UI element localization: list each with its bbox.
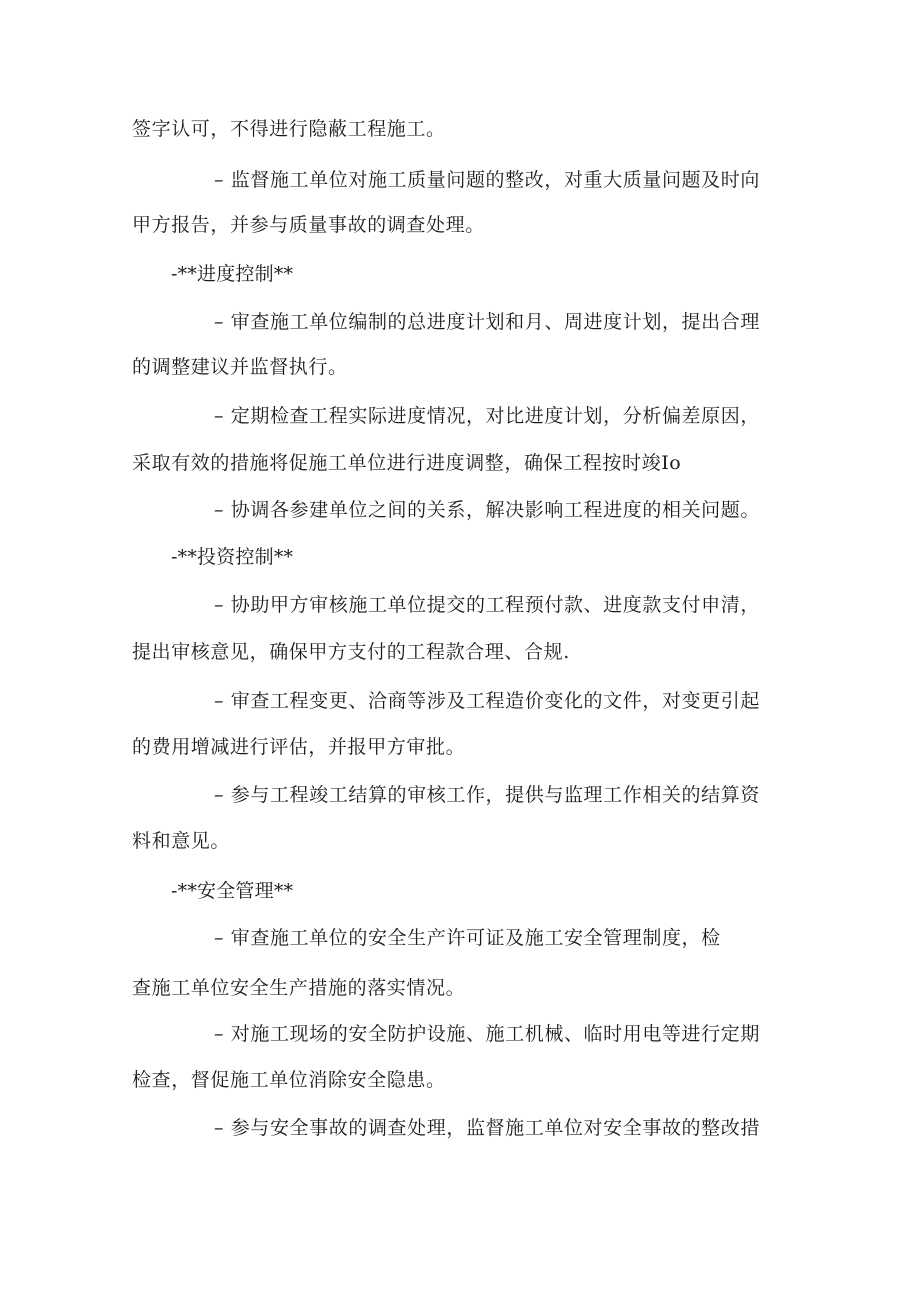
list-item-line: – 协调各参建单位之间的关系，解决影响工程进度的相关问题。 <box>214 499 760 521</box>
list-item-line: – 审查施工单位编制的总进度计划和月、周进度计划，提出合理 <box>214 311 760 333</box>
list-item-line: – 参与工程竣工结算的审核工作，提供与监理工作相关的结算资 <box>214 784 760 806</box>
list-item-line: – 监督施工单位对施工质量问题的整改，对重大质量问题及时向 <box>214 169 760 191</box>
list-item-line: – 审查工程变更、洽商等涉及工程造价变化的文件，对变更引起 <box>214 690 760 712</box>
section-heading-safety: -**安全管理** <box>171 880 294 902</box>
list-item-line: – 对施工现场的安全防护设施、施工机械、临时用电等进行定期 <box>214 1023 760 1045</box>
list-item-line: – 定期检查工程实际进度情况，对比进度计划，分析偏差原因， <box>214 405 760 427</box>
list-item-line: – 协助甲方审核施工单位提交的工程预付款、进度款支付申清， <box>214 594 760 616</box>
body-text-line: 签字认可，不得进行隐蔽工程施工。 <box>132 118 446 140</box>
body-text-line: 提出审核意见，确保甲方支付的工程款合理、合规. <box>132 641 570 663</box>
body-text-line: 的费用增减进行评估，并报甲方审批。 <box>132 736 466 758</box>
list-item-line: – 参与安全事故的调查处理，监督施工单位对安全事故的整改措 <box>214 1117 760 1139</box>
body-text-line: 检查，督促施工单位消除安全隐患。 <box>132 1069 446 1091</box>
section-heading-investment: -**投资控制** <box>171 546 294 568</box>
body-text-line: 料和意见。 <box>132 830 231 852</box>
body-text-line: 采取有效的措施将促施工单位进行进度调整，确保工程按时竣Io <box>132 452 682 474</box>
body-text-line: 的调整建议并监督执行。 <box>132 356 348 378</box>
body-text-line: 查施工单位安全生产措施的落实情况。 <box>132 977 466 999</box>
body-text-line: 甲方报告，并参与质量事故的调查处理。 <box>132 214 485 236</box>
list-item-line: – 审查施工单位的安全生产许可证及施工安全管理制度，检 <box>214 927 721 949</box>
section-heading-progress: -**进度控制** <box>171 263 294 285</box>
